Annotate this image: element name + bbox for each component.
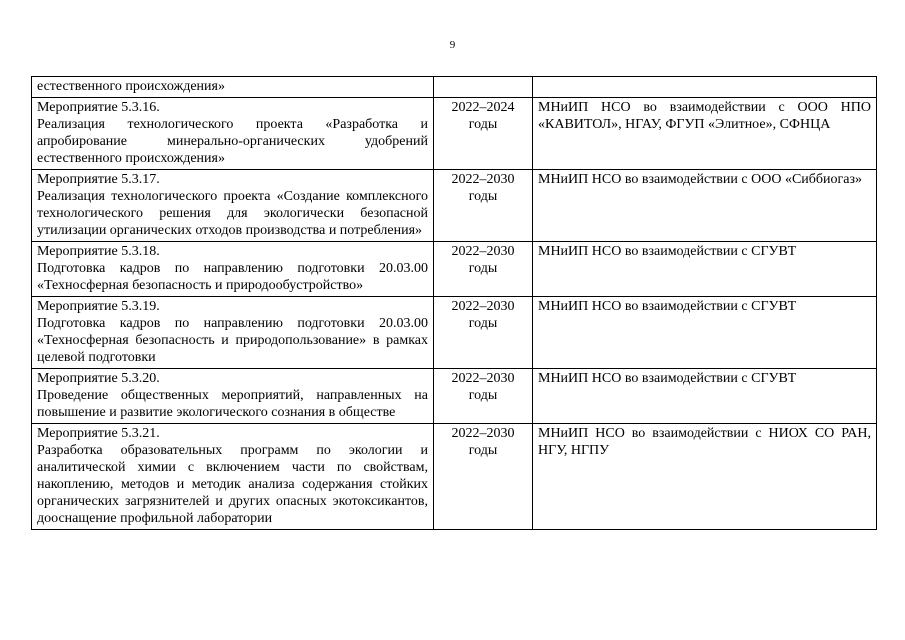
period-cell <box>434 369 533 424</box>
period-years: 2022–2030 <box>451 426 515 441</box>
event-title: Мероприятие 5.3.16. <box>37 100 160 115</box>
responsible-text: МНиИП НСО во взаимодействии с СГУВТ <box>538 244 797 259</box>
table-row-continuation <box>32 77 877 98</box>
event-cell <box>32 297 434 369</box>
responsible-text: МНиИП НСО во взаимодействии с СГУВТ <box>538 299 797 314</box>
event-text: Подготовка кадров по направлению подготовки 20.03.00 «Техносферная безопасность и природопользование» в рамках целевой подготовки <box>37 316 428 365</box>
measures-table <box>31 76 877 530</box>
table-row <box>32 424 877 530</box>
event-cell <box>32 77 434 98</box>
period-years: 2022–2030 <box>451 299 515 314</box>
period-cell <box>434 424 533 530</box>
event-text: Реализация технологического проекта «Разработка и апробирование минерально-органических удобрений естественного происхождения» <box>37 117 428 166</box>
period-cell <box>434 77 533 98</box>
event-title: Мероприятие 5.3.19. <box>37 299 160 314</box>
period-years: 2022–2024 <box>451 100 515 115</box>
responsible-cell <box>533 369 877 424</box>
event-cell <box>32 369 434 424</box>
period-unit: годы <box>468 443 498 458</box>
table-row <box>32 297 877 369</box>
event-text: Реализация технологического проекта «Создание комплексного технологического решения для экологически безопасной утилизации органических отходов производства и потребления» <box>37 189 428 238</box>
responsible-text: МНиИП НСО во взаимодействии с ООО НПО «КАВИТОЛ», НГАУ, ФГУП «Элитное», СФНЦА <box>538 100 871 132</box>
period-cell <box>434 98 533 170</box>
responsible-text: МНиИП НСО во взаимодействии с СГУВТ <box>538 371 797 386</box>
responsible-cell <box>533 77 877 98</box>
table-row <box>32 98 877 170</box>
period-cell <box>434 242 533 297</box>
table-row <box>32 369 877 424</box>
event-title: Мероприятие 5.3.20. <box>37 371 160 386</box>
responsible-cell <box>533 98 877 170</box>
period-unit: годы <box>468 117 498 132</box>
event-title: Мероприятие 5.3.18. <box>37 244 160 259</box>
period-unit: годы <box>468 261 498 276</box>
event-cell <box>32 170 434 242</box>
responsible-cell <box>533 242 877 297</box>
period-cell <box>434 170 533 242</box>
event-text: Разработка образовательных программ по экологии и аналитической химии с включением части по свойствам, накоплению, методов и методик анализа содержания стойких органических загрязнителей и других опасных экотоксикантов, дооснащение профильной лаборатории <box>37 443 428 526</box>
responsible-cell <box>533 424 877 530</box>
event-cell <box>32 424 434 530</box>
page-number: 9 <box>449 39 456 51</box>
event-cell <box>32 98 434 170</box>
period-years: 2022–2030 <box>451 244 515 259</box>
period-unit: годы <box>468 189 498 204</box>
period-years: 2022–2030 <box>451 172 515 187</box>
event-title: Мероприятие 5.3.21. <box>37 426 160 441</box>
period-cell <box>434 297 533 369</box>
event-title: Мероприятие 5.3.17. <box>37 172 160 187</box>
event-cell <box>32 242 434 297</box>
event-text: Подготовка кадров по направлению подготовки 20.03.00 «Техносферная безопасность и природообустройство» <box>37 261 428 293</box>
table-row <box>32 170 877 242</box>
responsible-text: МНиИП НСО во взаимодействии с НИОХ СО РАН, НГУ, НГПУ <box>538 426 871 458</box>
period-unit: годы <box>468 316 498 331</box>
table-row <box>32 242 877 297</box>
responsible-cell <box>533 297 877 369</box>
period-years: 2022–2030 <box>451 371 515 386</box>
period-unit: годы <box>468 388 498 403</box>
event-text: Проведение общественных мероприятий, направленных на повышение и развитие экологического сознания в обществе <box>37 388 428 420</box>
responsible-text: МНиИП НСО во взаимодействии с ООО «Сиббиогаз» <box>538 172 863 187</box>
event-text: естественного происхождения» <box>37 79 225 94</box>
responsible-cell <box>533 170 877 242</box>
